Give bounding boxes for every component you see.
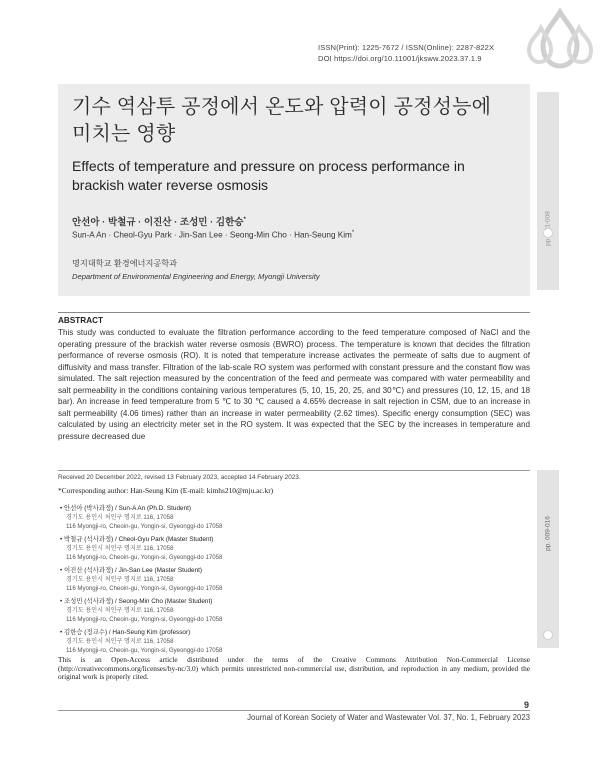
korean-title-line2: 미치는 영향 [72,123,176,145]
side-tab-top [537,92,559,290]
footer-divider [58,710,530,711]
korean-title-line1: 기수 역삼투 공정에서 온도와 압력이 공정성능에 [72,96,492,118]
open-access-notice: This is an Open-Access article distributed under the terms of the Creative Commons Attribution Non-Commercial License (http://creativecommons.org/licenses/by-nc/3.0) which permits unrestricted non-commercial use, distribution, and reproduction in any medium, provided the original work is properly cited. [58,655,530,682]
received-dates: Received 20 December 2022, revised 13 February 2023, accepted 14 February 2023. [58,474,301,481]
author-address-en: 116 Myongji-ro, Cheoin-gu, Yongin-si, Gyeonggi-do 17058 [66,585,223,592]
author-address-kr: 경기도 용인시 처인구 명지로 116, 17058 [66,638,174,645]
author-entry [60,535,480,562]
author-address-kr: 경기도 용인시 처인구 명지로 116, 17058 [66,545,174,552]
corresponding-mark-kr: * [243,216,246,223]
journal-logo-icon [527,8,593,70]
side-tab-dot-icon [543,228,553,238]
authors-english-text: Sun-A An · Cheol-Gyu Park · Jin-San Lee · Seong-Min Cho · Han-Seung Kim [72,230,352,240]
author-address-en: 116 Myongji-ro, Cheoin-gu, Yongin-si, Gyeonggi-do 17058 [66,523,223,530]
author-entry [60,628,480,655]
author-address-kr: 경기도 용인시 처인구 명지로 116, 17058 [66,514,174,521]
abstract-text: This study was conducted to evaluate the filtration performance according to the feed temperature composed of NaCl and the operating pressure of the brackish water reverse osmosis (BWRO) process. The temperature is known that decides the filtration performance of reverse osmosis (RO). It is noted that temperature increase activates the permeate of salts due to augment of diffusivity and mass transfer. Filtration of the lab-scale RO system was performed with constant pressure and the constant flow was simulated. The salt rejection measured by the concentration of the feed and permeate was compared with water permeability and salt permeability in the conditions containing various temperatures (5, 10, 15, 20, 25, and 30℃) and pressures (10, 12, 15, and 18 bar). An increase in feed temperature from 5 ℃ to 30 ℃ caused a 4.65% decrease in salt rejection in CSM, due to an increase in salt permeability (4.06 times) rather than an increase in water permeability (2.62 times). Specific energy consumption (SEC) was calculated by using an electricity meter set in the RO system. It was expected that the SEC by the increases in temperature and pressure decreased due [58,328,530,441]
authors-korean-text: 안선아 · 박철규 · 이진산 · 조성민 · 김한승 [72,217,244,228]
english-title [72,157,512,195]
footnote-divider [58,470,530,471]
author-address-list [60,504,480,659]
doi-link[interactable]: DOI https://doi.org/10.11001/jksww.2023.37.1.9 [318,54,482,63]
issn-doi-block [318,42,528,64]
issn-line: ISSN(Print): 1225-7672 / ISSN(Online): 2287-822X [318,43,495,52]
korean-title [72,94,522,148]
authors-english [72,230,354,240]
page-number: 9 [524,700,530,710]
author-name: • 김한승 (정교수) / Han-Seung Kim (professor) [60,629,191,636]
author-name: • 조성민 (석사과정) / Seong-Min Cho (Master Student) [60,598,213,605]
abstract-heading: ABSTRACT [58,316,104,325]
author-name: • 안선아 (박사과정) / Sun-A An (Ph.D. Student) [60,505,192,512]
side-tab-dot-icon [543,630,553,640]
author-entry [60,597,480,624]
corresponding-mark-en: * [351,230,355,236]
author-address-kr: 경기도 용인시 처인구 명지로 116, 17058 [66,607,174,614]
abstract-divider [58,312,530,313]
author-address-en: 116 Myongji-ro, Cheoin-gu, Yongin-si, Gyeonggi-do 17058 [66,647,223,654]
journal-citation: Journal of Korean Society of Water and Wastewater Vol. 37, No. 1, February 2023 [247,713,530,722]
affiliation-korean: 명지대학교 환경에너지공학과 [72,259,178,268]
author-name: • 이진산 (석사과정) / Jin-San Lee (Master Student) [60,567,203,574]
author-address-en: 116 Myongji-ro, Cheoin-gu, Yongin-si, Gyeonggi-do 17058 [66,554,223,561]
english-title-line2: brackish water reverse osmosis [72,177,269,193]
side-tab-bottom-label: pp. 009-016 [544,516,552,551]
affiliation-english: Department of Environmental Engineering and Energy, Myongji University [72,272,320,281]
english-title-line1: Effects of temperature and pressure on process performance in [72,158,465,174]
corresponding-author: *Corresponding author: Han-Seung Kim (E-mail: kimhs210@mju.ac.kr) [58,486,274,495]
author-entry [60,504,480,531]
author-address-en: 116 Myongji-ro, Cheoin-gu, Yongin-si, Gyeonggi-do 17058 [66,616,223,623]
author-name: • 박철규 (석사과정) / Cheol-Gyu Park (Master Student) [60,536,214,543]
authors-korean [72,214,246,228]
author-address-kr: 경기도 용인시 처인구 명지로 116, 17058 [66,576,174,583]
author-entry [60,566,480,593]
